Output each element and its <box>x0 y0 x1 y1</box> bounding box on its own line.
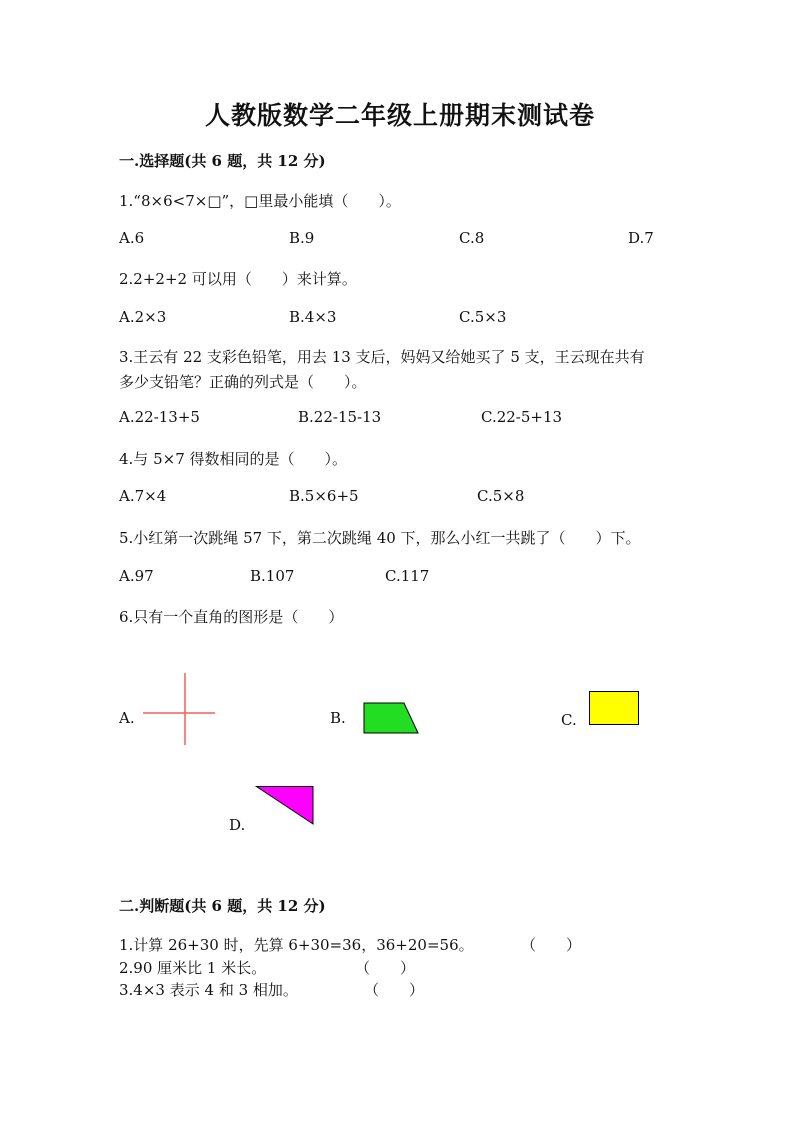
page-title: 人教版数学二年级上册期末测试卷 <box>204 101 595 130</box>
q6-option-a: A. <box>119 709 135 727</box>
question-5: 5.小红第一次跳绳 57 下，第二次跳绳 40 下，那么小红一共跳了（ ）下。 <box>119 529 641 547</box>
q1-option-c: C.8 <box>459 229 485 247</box>
cross-shape <box>143 673 215 745</box>
judgement-2: 2.90 厘米比 1 米长。 <box>119 959 267 977</box>
q5-option-a: A.97 <box>119 567 154 585</box>
q1-option-a: A.6 <box>119 229 145 247</box>
question-1: 1.“8×6<7×□”，□里最小能填（ ）。 <box>119 192 401 210</box>
trapezoid-shape <box>364 703 419 734</box>
q1-option-b: B.9 <box>289 229 315 247</box>
question-3-line-2: 多少支铅笔？正确的列式是（ ）。 <box>119 373 367 391</box>
q6-option-b: B. <box>330 709 346 727</box>
q2-option-b: B.4×3 <box>289 308 337 326</box>
judgement-3-blank: （ ） <box>364 981 425 999</box>
q2-option-c: C.5×3 <box>459 308 507 326</box>
q3-option-b: B.22-15-13 <box>298 408 382 426</box>
triangle-shape <box>256 786 314 825</box>
q6-option-d: D. <box>229 816 246 834</box>
rectangle-shape <box>589 691 640 725</box>
judgement-1: 1.计算 26+30 时，先算 6+30=36，36+20=56。 <box>119 936 474 954</box>
judgement-3: 3.4×3 表示 4 和 3 相加。 <box>119 981 298 999</box>
q6-option-c: C. <box>561 711 577 729</box>
q3-option-c: C.22-5+13 <box>481 408 563 426</box>
question-2: 2.2+2+2 可以用（ ）来计算。 <box>119 270 357 288</box>
q2-option-a: A.2×3 <box>119 308 167 326</box>
question-3-line-1: 3.王云有 22 支彩色铅笔，用去 13 支后，妈妈又给她买了 5 支，王云现在共有 <box>119 348 645 366</box>
q4-option-b: B.5×6+5 <box>289 487 359 505</box>
section-heading-choice: 一.选择题(共 6 题，共 12 分) <box>119 152 326 170</box>
q4-option-c: C.5×8 <box>477 487 525 505</box>
question-4: 4.与 5×7 得数相同的是（ ）。 <box>119 450 348 468</box>
judgement-2-blank: （ ） <box>355 959 416 977</box>
q5-option-b: B.107 <box>250 567 295 585</box>
question-6: 6.只有一个直角的图形是（ ） <box>119 608 344 626</box>
judgement-1-blank: （ ） <box>521 936 582 954</box>
q5-option-c: C.117 <box>385 567 430 585</box>
section-heading-judgement: 二.判断题(共 6 题，共 12 分) <box>119 897 326 915</box>
q1-option-d: D.7 <box>628 229 654 247</box>
q4-option-a: A.7×4 <box>119 487 167 505</box>
q3-option-a: A.22-13+5 <box>119 408 200 426</box>
